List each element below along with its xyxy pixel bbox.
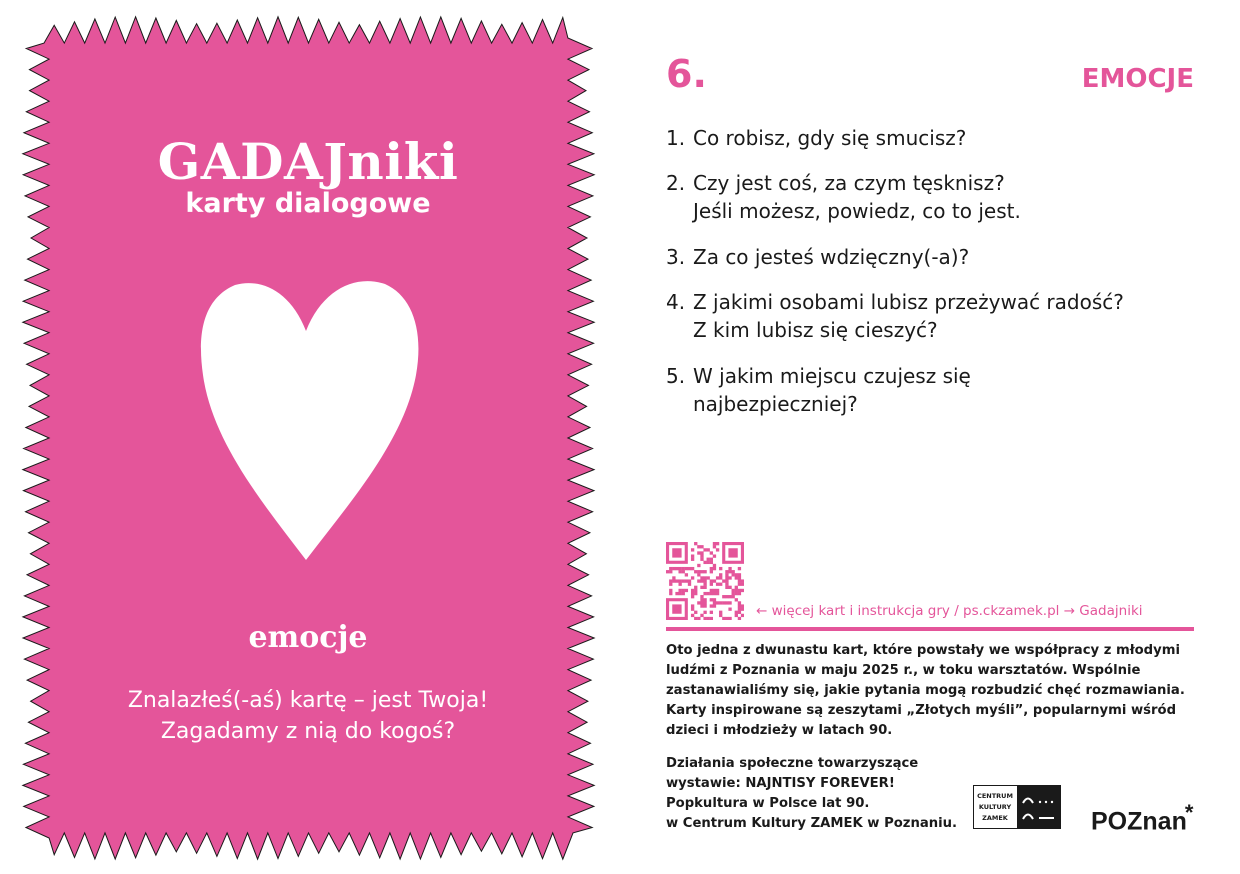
question-number: 2. <box>666 171 686 195</box>
question-text <box>693 288 1124 344</box>
question-line: Za co jesteś wdzięczny(-a)? <box>693 245 970 269</box>
question-number: 1. <box>666 126 686 150</box>
card-category: EMOCJE <box>1081 64 1194 94</box>
more-cards-link[interactable]: ← więcej kart i instrukcja gry / ps.ckzamek.pl → Gadajniki <box>756 603 1143 619</box>
question-text <box>693 362 971 418</box>
credits-line: Działania społeczne towarzyszące <box>666 756 919 771</box>
poznan-logo <box>1091 800 1193 836</box>
question-line: najbezpieczniej? <box>693 392 858 416</box>
divider <box>666 627 1194 631</box>
question-text <box>693 124 966 152</box>
czk-logo-line: KULTURY <box>978 803 1012 811</box>
question-text <box>693 169 1021 225</box>
question-list <box>666 124 1206 418</box>
question-item <box>666 288 1206 344</box>
question-number: 3. <box>666 245 686 269</box>
credits-line: wystawie: NAJNTISY FOREVER! <box>666 776 895 791</box>
question-item <box>666 243 1206 271</box>
question-item <box>666 362 1206 418</box>
question-text <box>693 243 969 271</box>
centrum-kultury-zamek-logo <box>973 785 1061 829</box>
description-line: zastanawialiśmy się, jakie pytania mogą rozbudzić chęć rozmawiania. <box>666 683 1185 698</box>
found-card-line-2: Zagadamy z nią do kogoś? <box>160 719 456 744</box>
description-line: Karty inspirowane są zeszytami „Złotych myśli”, popularnymi wśród <box>666 703 1177 718</box>
category-name: emocje <box>248 620 368 655</box>
found-card-line-1: Znalazłeś(-aś) kartę – jest Twoja! <box>127 688 489 713</box>
question-number: 5. <box>666 364 686 388</box>
credits <box>666 754 957 834</box>
brand-title: GADAJniki <box>157 132 459 191</box>
czk-logo-line: CENTRUM <box>977 792 1013 800</box>
project-description <box>666 641 1194 741</box>
description-line: dzieci i młodzieży w latach 90. <box>666 723 893 738</box>
credits-line: w Centrum Kultury ZAMEK w Poznaniu. <box>666 816 958 831</box>
card-number: 6. <box>666 52 707 96</box>
question-line: Co robisz, gdy się smucisz? <box>693 126 967 150</box>
poznan-logo-text: POZnan <box>1091 807 1187 836</box>
question-line: W jakim miejscu czujesz się <box>693 364 971 388</box>
qr-code-icon[interactable] <box>666 542 744 620</box>
description-line: Oto jedna z dwunastu kart, które powstały we współpracy z młodymi <box>666 643 1180 658</box>
star-icon: * <box>1184 800 1194 825</box>
question-line: Z jakimi osobami lubisz przeżywać radość? <box>693 290 1124 314</box>
question-line: Jeśli możesz, powiedz, co to jest. <box>693 199 1021 223</box>
czk-logo-line: ZAMEK <box>982 814 1008 822</box>
brand-subtitle: karty dialogowe <box>185 188 431 219</box>
question-item <box>666 169 1206 225</box>
description-line: ludźmi z Poznania w maju 2025 r., w toku warsztatów. Wspólnie <box>666 663 1141 678</box>
question-number: 4. <box>666 290 686 314</box>
question-line: Z kim lubisz się cieszyć? <box>693 318 938 342</box>
credits-line: Popkultura w Polsce lat 90. <box>666 796 870 811</box>
question-item <box>666 124 1206 152</box>
question-line: Czy jest coś, za czym tęsknisz? <box>693 171 1005 195</box>
